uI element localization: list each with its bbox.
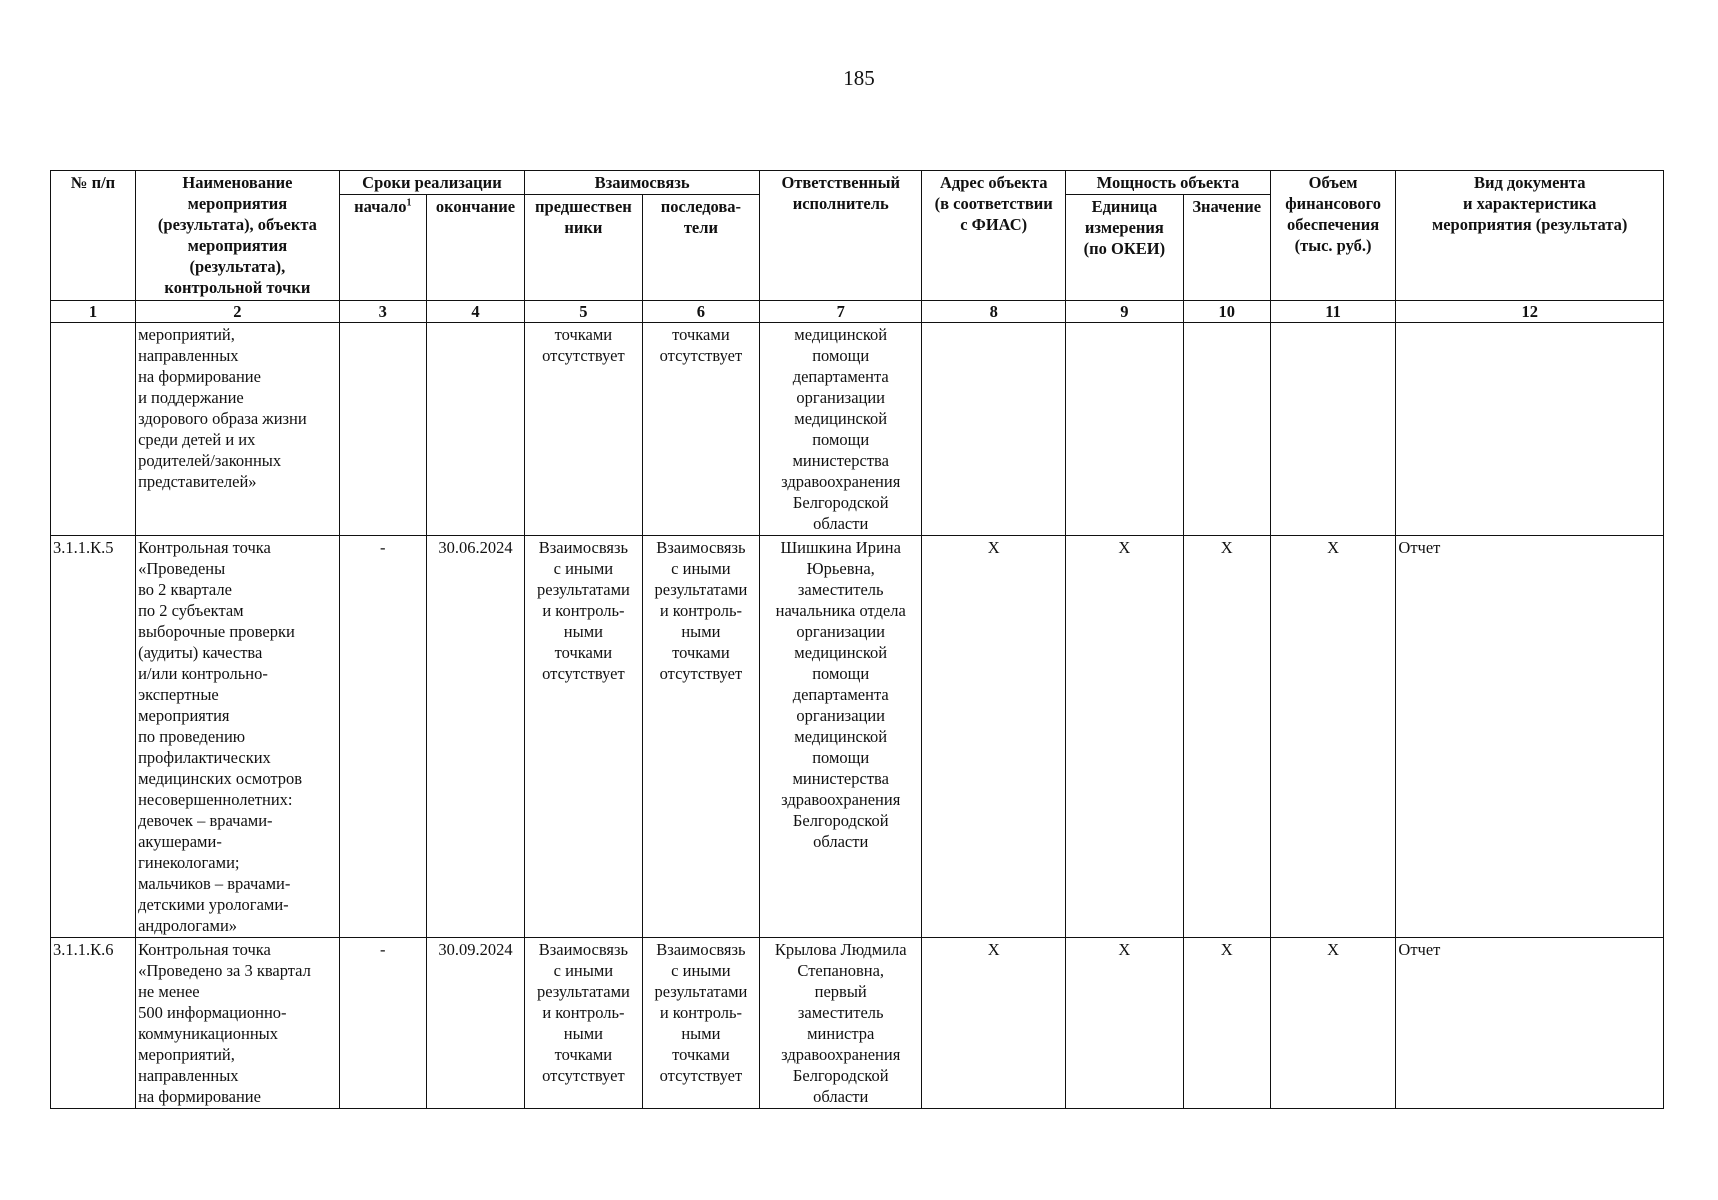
row-responsible: Крылова Людмила Степановна, первый заместитель министра здравоохранения Белгородской области xyxy=(760,938,922,1109)
header-start xyxy=(339,195,426,301)
header-end: окончание xyxy=(426,195,524,301)
row-unit xyxy=(1066,323,1184,536)
column-number: 7 xyxy=(760,301,922,323)
column-number: 11 xyxy=(1270,301,1396,323)
column-number: 4 xyxy=(426,301,524,323)
row-successors: Взаимосвязь с иными результатами и контроль- ными точками отсутствует xyxy=(642,536,760,938)
column-number: 5 xyxy=(525,301,643,323)
table-row xyxy=(51,938,1664,1109)
row-predecessors: точками отсутствует xyxy=(525,323,643,536)
column-number: 12 xyxy=(1396,301,1664,323)
header-successors: последова- тели xyxy=(642,195,760,301)
row-predecessors: Взаимосвязь с иными результатами и контроль- ными точками отсутствует xyxy=(525,938,643,1109)
header-value: Значение xyxy=(1183,195,1270,301)
row-responsible: Шишкина Ирина Юрьевна, заместитель начальника отдела организации медицинской помощи департамента организации медицинской помощи министерства здравоохранения Белгородской области xyxy=(760,536,922,938)
column-number: 10 xyxy=(1183,301,1270,323)
row-num: 3.1.1.К.5 xyxy=(51,536,136,938)
table-header xyxy=(51,171,1664,323)
row-name: Контрольная точка «Проведены во 2 квартале по 2 субъектам выборочные проверки (аудиты) качества и/или контрольно- экспертные мероприятия по проведению профилактических медицинских осмотров несовершеннолетних: девочек – врачами- акушерами- гинекологами; мальчиков – врачами- детскими урологами- андрологами» xyxy=(136,536,340,938)
header-finance: Объем финансового обеспечения (тыс. руб.) xyxy=(1270,171,1396,301)
column-number: 2 xyxy=(136,301,340,323)
column-number: 3 xyxy=(339,301,426,323)
row-end: 30.09.2024 xyxy=(426,938,524,1109)
row-doc-type: Отчет xyxy=(1396,536,1664,938)
row-address: Х xyxy=(922,938,1066,1109)
header-doc-type: Вид документа и характеристика мероприятия (результата) xyxy=(1396,171,1664,301)
plan-table xyxy=(50,170,1664,1109)
row-value xyxy=(1183,323,1270,536)
header-responsible: Ответственный исполнитель xyxy=(760,171,922,301)
row-successors: точками отсутствует xyxy=(642,323,760,536)
table-row xyxy=(51,536,1664,938)
row-start: - xyxy=(339,938,426,1109)
row-predecessors: Взаимосвязь с иными результатами и контроль- ными точками отсутствует xyxy=(525,536,643,938)
row-name: Контрольная точка «Проведено за 3 квартал не менее 500 информационно- коммуникационных мероприятий, направленных на формирование xyxy=(136,938,340,1109)
row-num: 3.1.1.К.6 xyxy=(51,938,136,1109)
row-unit: Х xyxy=(1066,938,1184,1109)
row-doc-type xyxy=(1396,323,1664,536)
row-finance xyxy=(1270,323,1396,536)
row-end: 30.06.2024 xyxy=(426,536,524,938)
row-address xyxy=(922,323,1066,536)
row-name: мероприятий, направленных на формирование и поддержание здорового образа жизни среди детей и их родителей/законных представителей» xyxy=(136,323,340,536)
header-address: Адрес объекта (в соответствии с ФИАС) xyxy=(922,171,1066,301)
row-unit: Х xyxy=(1066,536,1184,938)
row-successors: Взаимосвязь с иными результатами и контроль- ными точками отсутствует xyxy=(642,938,760,1109)
row-end xyxy=(426,323,524,536)
row-num xyxy=(51,323,136,536)
row-address: Х xyxy=(922,536,1066,938)
row-start: - xyxy=(339,536,426,938)
header-relation: Взаимосвязь xyxy=(525,171,760,195)
header-terms: Сроки реализации xyxy=(339,171,524,195)
column-number: 8 xyxy=(922,301,1066,323)
table-row xyxy=(51,323,1664,536)
row-value: Х xyxy=(1183,536,1270,938)
header-unit: Единица измерения (по ОКЕИ) xyxy=(1066,195,1184,301)
column-number: 6 xyxy=(642,301,760,323)
column-number: 9 xyxy=(1066,301,1184,323)
header-num: № п/п xyxy=(51,171,136,301)
row-doc-type: Отчет xyxy=(1396,938,1664,1109)
header-name: Наименование мероприятия (результата), объекта мероприятия (результата), контрольной точки xyxy=(136,171,340,301)
header-predecessors: предшествен ники xyxy=(525,195,643,301)
column-number: 1 xyxy=(51,301,136,323)
row-responsible: медицинской помощи департамента организации медицинской помощи министерства здравоохранения Белгородской области xyxy=(760,323,922,536)
header-start-label: начало xyxy=(354,197,407,216)
page-number: 185 xyxy=(843,66,875,90)
row-value: Х xyxy=(1183,938,1270,1109)
row-finance: Х xyxy=(1270,536,1396,938)
row-start xyxy=(339,323,426,536)
footnote-mark: 1 xyxy=(406,197,412,209)
header-capacity: Мощность объекта xyxy=(1066,171,1271,195)
row-finance: Х xyxy=(1270,938,1396,1109)
column-number-row xyxy=(51,301,1664,323)
